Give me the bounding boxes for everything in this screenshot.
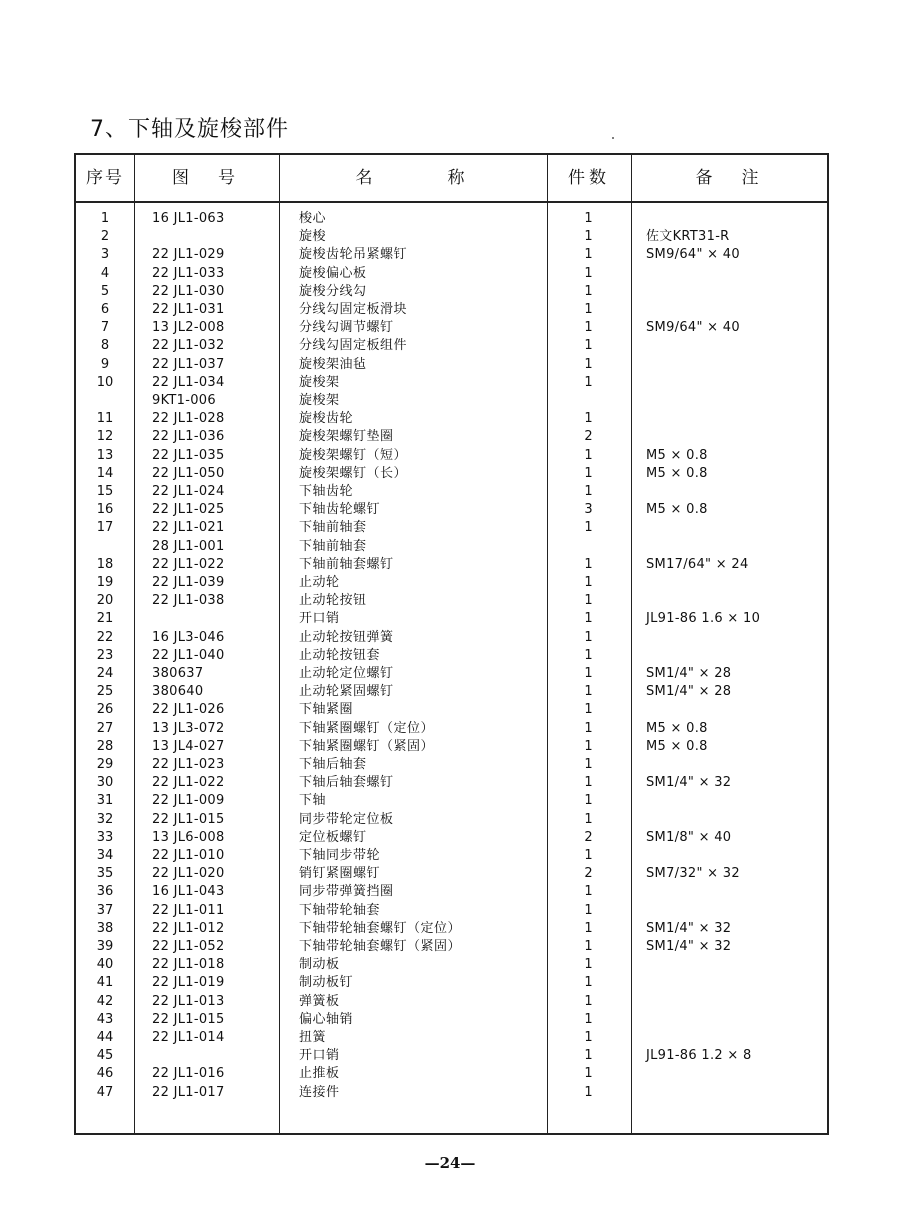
remark: M5 × 0.8: [646, 447, 708, 463]
drawing-number: 22 JL1-024: [152, 484, 225, 499]
row-number: 26: [96, 702, 114, 718]
remark: SM7/32" × 32: [646, 866, 740, 882]
part-name: 旋梭分线勾: [299, 283, 367, 299]
row-number: 35: [96, 866, 114, 882]
quantity: 1: [584, 302, 593, 317]
drawing-number: 28 JL1-001: [152, 538, 225, 554]
table-row: [76, 538, 827, 556]
row-number: 29: [96, 757, 114, 772]
remark: M5 × 0.8: [646, 720, 708, 736]
quantity: 1: [584, 957, 593, 973]
row-number: 27: [96, 720, 114, 736]
drawing-number: 22 JL1-015: [152, 811, 225, 827]
part-name: 分线勾固定板滑块: [299, 302, 408, 317]
drawing-number: 380637: [152, 666, 204, 681]
remark: SM1/4" × 28: [646, 684, 732, 700]
quantity: 1: [584, 920, 593, 936]
row-number: 45: [96, 1048, 114, 1064]
part-name: 下轴紧圈螺钉（定位）: [299, 720, 435, 736]
part-name: 分线勾调节螺钉: [299, 320, 394, 336]
quantity: 1: [584, 884, 593, 900]
part-name: 止推板: [299, 1066, 340, 1082]
part-name: 下轴同步带轮: [299, 848, 381, 863]
table-row: [76, 356, 827, 374]
quantity: 1: [584, 265, 593, 281]
part-name: 连接件: [299, 1084, 340, 1100]
drawing-number: 22 JL1-032: [152, 338, 225, 354]
drawing-number: 13 JL2-008: [152, 320, 225, 336]
part-name: 下轴: [299, 793, 327, 809]
quantity: 1: [584, 647, 593, 663]
row-number: 10: [96, 374, 114, 390]
row-number: 28: [96, 738, 114, 754]
quantity: 1: [584, 757, 593, 772]
part-name: 止动轮按钮: [299, 593, 367, 609]
table-row: [76, 665, 827, 683]
remark: 佐文KRT31-R: [646, 229, 730, 245]
part-name: 下轴带轮轴套螺钉（定位）: [299, 920, 462, 936]
part-name: 下轴紧圈螺钉（紧固）: [299, 738, 435, 754]
table-row: [76, 319, 827, 337]
drawing-number: 22 JL1-014: [152, 1030, 225, 1045]
table-row: [76, 829, 827, 847]
table-row: [76, 811, 827, 829]
quantity: 1: [584, 720, 593, 736]
table-row: [76, 301, 827, 319]
part-name: 同步带弹簧挡圈: [299, 884, 394, 900]
table-row: [76, 483, 827, 501]
table-row: [76, 374, 827, 392]
quantity: 1: [584, 611, 593, 627]
drawing-number: 22 JL1-036: [152, 429, 225, 445]
row-number: 25: [96, 684, 114, 700]
drawing-number: 22 JL1-021: [152, 520, 225, 536]
drawing-number: 22 JL1-015: [152, 1011, 225, 1027]
part-name: 下轴前轴套螺钉: [299, 556, 394, 572]
table-row: [76, 956, 827, 974]
drawing-number: 22 JL1-033: [152, 265, 225, 281]
drawing-number: 22 JL1-040: [152, 647, 225, 663]
quantity: 1: [584, 211, 593, 226]
table-row: [76, 392, 827, 410]
table-row: [76, 865, 827, 883]
quantity: 1: [584, 939, 593, 954]
drawing-number: 13 JL3-072: [152, 720, 225, 736]
parts-table: [74, 153, 829, 1135]
part-name: 销钉紧圈螺钉: [299, 866, 381, 882]
drawing-number: 22 JL1-052: [152, 939, 225, 954]
quantity: 1: [584, 738, 593, 754]
row-number: 33: [96, 829, 114, 845]
table-row: [76, 683, 827, 701]
row-number: 42: [96, 993, 114, 1009]
row-number: 19: [96, 575, 114, 590]
row-number: 30: [96, 775, 114, 791]
table-row: [76, 938, 827, 956]
drawing-number: 22 JL1-012: [152, 920, 225, 936]
table-row: [76, 574, 827, 592]
table-row: [76, 501, 827, 519]
table-row: [76, 447, 827, 465]
row-number: 8: [100, 338, 110, 354]
part-name: 止动轮: [299, 575, 340, 590]
row-number: 37: [96, 902, 114, 918]
quantity: 1: [584, 447, 593, 463]
row-number: 4: [100, 265, 110, 281]
quantity: 1: [584, 374, 593, 390]
header-drawing: 图 号: [172, 168, 241, 188]
part-name: 止动轮按钮套: [299, 647, 381, 663]
table-header: [76, 155, 827, 203]
row-number: 40: [96, 957, 114, 973]
remark: M5 × 0.8: [646, 465, 708, 481]
table-row: [76, 883, 827, 901]
row-number: 6: [100, 302, 110, 317]
row-number: 24: [96, 666, 114, 681]
remark: SM9/64" × 40: [646, 320, 740, 336]
remark: JL91-86 1.6 × 10: [646, 611, 761, 627]
row-number: 47: [96, 1084, 114, 1100]
table-row: [76, 1047, 827, 1065]
row-number: 13: [96, 447, 114, 463]
quantity: 1: [584, 811, 593, 827]
drawing-number: 22 JL1-019: [152, 975, 225, 991]
table-row: [76, 792, 827, 810]
row-number: 21: [96, 611, 114, 627]
table-row: [76, 610, 827, 628]
quantity: 3: [584, 502, 593, 518]
drawing-number: 380640: [152, 684, 204, 700]
remark: JL91-86 1.2 × 8: [646, 1048, 752, 1064]
row-number: 2: [100, 229, 110, 245]
table-row: [76, 592, 827, 610]
quantity: 1: [584, 356, 593, 372]
quantity: 1: [584, 1048, 593, 1064]
drawing-number: 22 JL1-035: [152, 447, 225, 463]
drawing-number: 22 JL1-030: [152, 283, 225, 299]
remark: SM1/4" × 32: [646, 775, 732, 791]
quantity: 1: [584, 1011, 593, 1027]
row-number: 32: [96, 811, 114, 827]
drawing-number: 22 JL1-031: [152, 302, 225, 317]
quantity: 1: [584, 1066, 593, 1082]
quantity: 1: [584, 702, 593, 718]
table-row: [76, 410, 827, 428]
row-number: 41: [96, 975, 114, 991]
part-name: 开口销: [299, 1048, 340, 1064]
drawing-number: 22 JL1-034: [152, 374, 225, 390]
quantity: 1: [584, 848, 593, 863]
quantity: 1: [584, 484, 593, 499]
remark: SM1/8" × 40: [646, 829, 732, 845]
quantity: 1: [584, 338, 593, 354]
row-number: 3: [100, 247, 110, 263]
quantity: 1: [584, 1084, 593, 1100]
drawing-number: 9KT1-006: [152, 393, 216, 408]
row-number: 36: [96, 884, 114, 900]
part-name: 旋梭架螺钉（长）: [299, 465, 408, 481]
row-number: 39: [96, 939, 114, 954]
part-name: 下轴带轮轴套: [299, 902, 381, 918]
part-name: 旋梭架: [299, 393, 340, 408]
quantity: 2: [584, 829, 593, 845]
table-row: [76, 701, 827, 719]
table-row: [76, 629, 827, 647]
table-row: [76, 993, 827, 1011]
quantity: 1: [584, 902, 593, 918]
row-number: 1: [100, 211, 110, 226]
drawing-number: 16 JL1-063: [152, 211, 225, 226]
part-name: 制动板: [299, 957, 340, 973]
row-number: 44: [96, 1030, 114, 1045]
row-number: 15: [96, 484, 114, 499]
part-name: 制动板钉: [299, 975, 354, 991]
quantity: 2: [584, 429, 593, 445]
part-name: 下轴齿轮螺钉: [299, 502, 381, 518]
table-row: [76, 337, 827, 355]
table-row: [76, 774, 827, 792]
drawing-number: 22 JL1-016: [152, 1066, 225, 1082]
row-number: 7: [100, 320, 110, 336]
row-number: 17: [96, 520, 114, 536]
row-number: 18: [96, 556, 114, 572]
drawing-number: 22 JL1-038: [152, 593, 225, 609]
quantity: 1: [584, 283, 593, 299]
remark: M5 × 0.8: [646, 502, 708, 518]
drawing-number: 22 JL1-017: [152, 1084, 225, 1100]
drawing-number: 22 JL1-028: [152, 411, 225, 427]
remark: SM9/64" × 40: [646, 247, 740, 263]
quantity: 1: [584, 593, 593, 609]
drawing-number: 22 JL1-022: [152, 556, 225, 572]
part-name: 同步带轮定位板: [299, 811, 394, 827]
row-number: 31: [96, 793, 114, 809]
part-name: 开口销: [299, 611, 340, 627]
quantity: 1: [584, 793, 593, 809]
quantity: 1: [584, 629, 593, 645]
row-number: 34: [96, 848, 114, 863]
quantity: 1: [584, 666, 593, 681]
row-number: 38: [96, 920, 114, 936]
table-row: [76, 902, 827, 920]
remark: SM17/64" × 24: [646, 556, 749, 572]
row-number: 12: [96, 429, 114, 445]
quantity: 1: [584, 684, 593, 700]
table-row: [76, 428, 827, 446]
drawing-number: 13 JL4-027: [152, 738, 225, 754]
table-row: [76, 210, 827, 228]
quantity: 1: [584, 229, 593, 245]
row-number: 14: [96, 465, 114, 481]
quantity: 1: [584, 993, 593, 1009]
remark: SM1/4" × 32: [646, 920, 732, 936]
row-number: 5: [100, 283, 110, 299]
table-row: [76, 465, 827, 483]
part-name: 旋梭架螺钉（短）: [299, 447, 408, 463]
page-title: 7、下轴及旋梭部件: [90, 117, 289, 142]
header-note: 备 注: [695, 168, 765, 188]
table-row: [76, 556, 827, 574]
part-name: 下轴带轮轴套螺钉（紧固）: [299, 939, 462, 954]
row-number: 11: [96, 411, 114, 427]
quantity: 1: [584, 465, 593, 481]
part-name: 止动轮定位螺钉: [299, 666, 394, 681]
drawing-number: 22 JL1-020: [152, 866, 225, 882]
drawing-number: 22 JL1-009: [152, 793, 225, 809]
part-name: 分线勾固定板组件: [299, 338, 408, 354]
remark: M5 × 0.8: [646, 738, 708, 754]
part-name: 下轴齿轮: [299, 484, 354, 499]
table-row: [76, 847, 827, 865]
row-number: 22: [96, 629, 114, 645]
drawing-number: 22 JL1-022: [152, 775, 225, 791]
part-name: 下轴后轴套螺钉: [299, 775, 394, 791]
quantity: 2: [584, 866, 593, 882]
drawing-number: 22 JL1-025: [152, 502, 225, 518]
row-number: 46: [96, 1066, 114, 1082]
page-number: —24—: [424, 1154, 476, 1172]
part-name: 下轴紧圈: [299, 702, 354, 718]
drawing-number: 22 JL1-039: [152, 575, 225, 590]
part-name: 旋梭齿轮吊紧螺钉: [299, 247, 408, 263]
part-name: 止动轮按钮弹簧: [299, 629, 394, 645]
part-name: 旋梭: [299, 229, 327, 245]
header-no: 序号: [86, 168, 124, 188]
table-row: [76, 1065, 827, 1083]
part-name: 旋梭架螺钉垫圈: [299, 429, 394, 445]
drawing-number: 22 JL1-010: [152, 848, 225, 863]
drawing-number: 13 JL6-008: [152, 829, 225, 845]
part-name: 定位板螺钉: [299, 829, 367, 845]
drawing-number: 16 JL3-046: [152, 629, 225, 645]
drawing-number: 16 JL1-043: [152, 884, 225, 900]
row-number: 43: [96, 1011, 114, 1027]
quantity: 1: [584, 247, 593, 263]
drawing-number: 22 JL1-029: [152, 247, 225, 263]
drawing-number: 22 JL1-026: [152, 702, 225, 718]
part-name: 旋梭架油毡: [299, 356, 367, 372]
quantity: 1: [584, 520, 593, 536]
drawing-number: 22 JL1-018: [152, 957, 225, 973]
part-name: 弹簧板: [299, 993, 340, 1009]
table-row: [76, 228, 827, 246]
drawing-number: 22 JL1-011: [152, 902, 225, 918]
drawing-number: 22 JL1-050: [152, 465, 225, 481]
quantity: 1: [584, 1030, 593, 1045]
table-row: [76, 738, 827, 756]
table-row: [76, 647, 827, 665]
quantity: 1: [584, 575, 593, 590]
table-row: [76, 1084, 827, 1102]
table-row: [76, 1029, 827, 1047]
part-name: 止动轮紧固螺钉: [299, 684, 394, 700]
header-qty: 件数: [568, 168, 610, 188]
drawing-number: 22 JL1-013: [152, 993, 225, 1009]
remark: SM1/4" × 28: [646, 666, 732, 681]
part-name: 扭簧: [299, 1030, 327, 1045]
quantity: 1: [584, 775, 593, 791]
drawing-number: 22 JL1-023: [152, 757, 225, 772]
table-row: [76, 519, 827, 537]
part-name: 旋梭齿轮: [299, 411, 354, 427]
part-name: 下轴后轴套: [299, 757, 367, 772]
part-name: 旋梭架: [299, 374, 340, 390]
table-row: [76, 283, 827, 301]
quantity: 1: [584, 411, 593, 427]
table-row: [76, 720, 827, 738]
scan-speck: [612, 137, 614, 139]
part-name: 旋梭偏心板: [299, 265, 367, 281]
table-row: [76, 974, 827, 992]
row-number: 23: [96, 647, 114, 663]
table-row: [76, 756, 827, 774]
table-row: [76, 265, 827, 283]
quantity: 1: [584, 320, 593, 336]
header-name: 名 称: [355, 168, 471, 188]
row-number: 9: [100, 356, 110, 372]
part-name: 下轴前轴套: [299, 520, 367, 536]
table-row: [76, 1011, 827, 1029]
quantity: 1: [584, 975, 593, 991]
row-number: 20: [96, 593, 114, 609]
remark: SM1/4" × 32: [646, 939, 732, 954]
table-row: [76, 246, 827, 264]
drawing-number: 22 JL1-037: [152, 356, 225, 372]
table-row: [76, 920, 827, 938]
part-name: 偏心轴销: [299, 1011, 354, 1027]
row-number: 16: [96, 502, 114, 518]
part-name: 下轴前轴套: [299, 538, 367, 554]
quantity: 1: [584, 556, 593, 572]
part-name: 梭心: [299, 211, 327, 226]
